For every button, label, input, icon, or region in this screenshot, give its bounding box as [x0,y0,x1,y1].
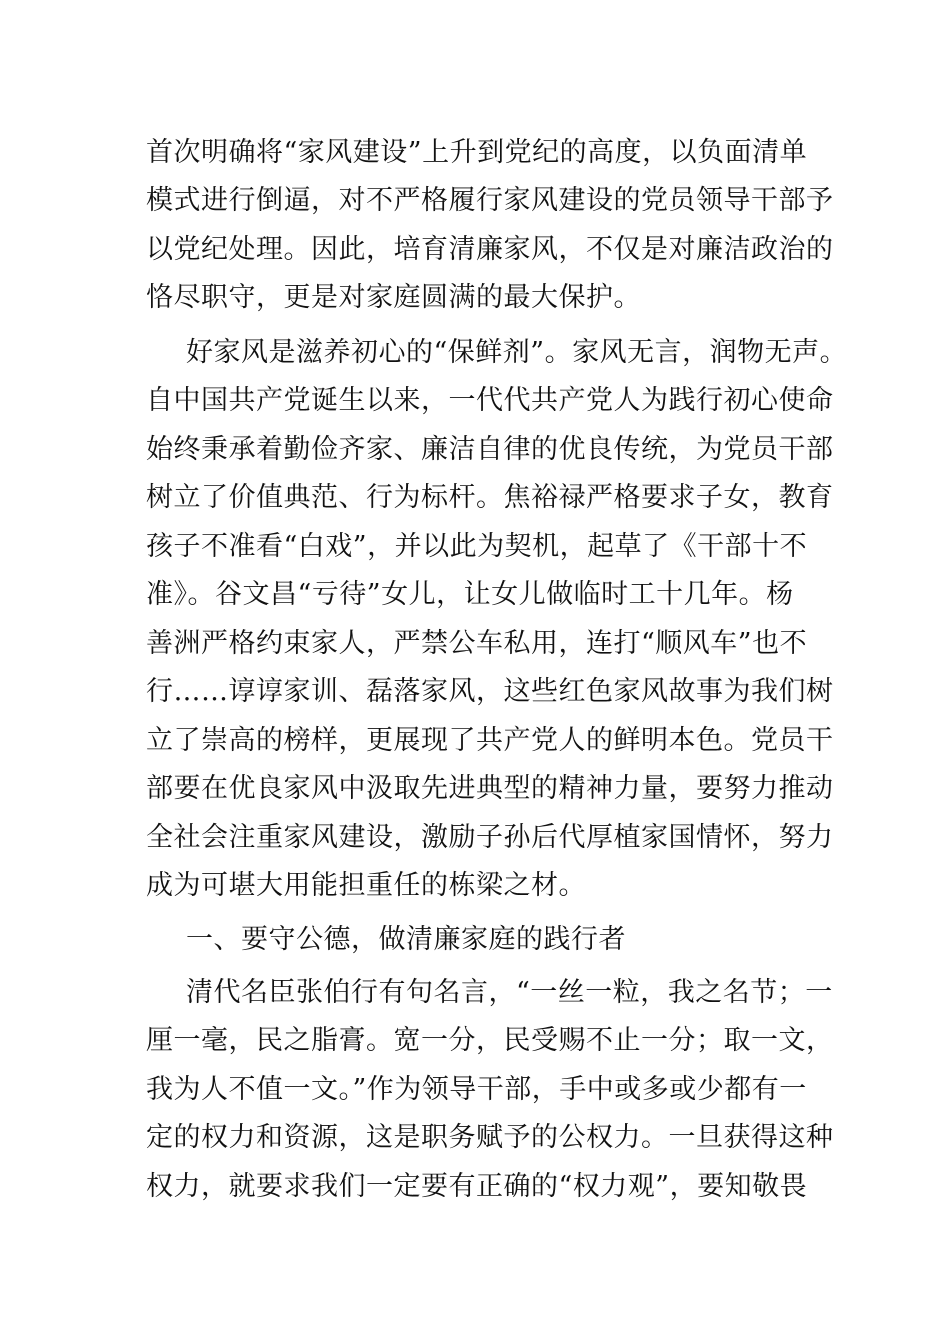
text-line: 首次明确将“家风建设”上升到党纪的高度，以负面清单 [146,137,808,168]
text-line: 自中国共产党诞生以来，一代代共产党人为践行初心使命 [146,385,834,416]
text-line: 始终秉承着勤俭齐家、廉洁自律的优良传统，为党员干部 [146,434,834,465]
paragraph-first-line: 清代名臣张伯行有句名言，“一丝一粒，我之名节；一 [186,977,833,1008]
text-line: 厘一毫，民之脂膏。宽一分，民受赐不止一分；取一文， [146,1025,834,1056]
text-line: 准》。谷文昌“亏待”女儿，让女儿做临时工十几年。杨 [146,579,794,610]
text-line: 立了崇高的榜样，更展现了共产党人的鲜明本色。党员干 [146,725,834,756]
text-line: 成为可堪大用能担重任的栋梁之材。 [146,870,586,901]
text-line: 模式进行倒逼，对不严格履行家风建设的党员领导干部予 [146,185,834,216]
text-line: 孩子不准看“白戏”，并以此为契机，起草了《干部十不 [146,531,808,562]
text-line: 以党纪处理。因此，培育清廉家风，不仅是对廉洁政治的 [146,234,834,265]
text-line: 全社会注重家风建设，激励子孙后代厚植家国情怀，努力 [146,822,834,853]
text-line: 行……谆谆家训、磊落家风，这些红色家风故事为我们树 [146,676,834,707]
section-heading: 一、要守公德，做清廉家庭的践行者 [186,924,626,955]
text-line: 恪尽职守，更是对家庭圆满的最大保护。 [146,282,641,313]
text-line: 善洲严格约束家人，严禁公车私用，连打“顺风车”也不 [146,628,808,659]
text-line: 我为人不值一文。”作为领导干部，手中或多或少都有一 [146,1074,807,1105]
text-line: 部要在优良家风中汲取先进典型的精神力量，要努力推动 [146,773,834,804]
text-line: 定的权力和资源，这是职务赋予的公权力。一旦获得这种 [146,1122,834,1153]
paragraph-first-line: 好家风是滋养初心的“保鲜剂”。家风无言，润物无声。 [186,337,848,368]
text-line: 权力，就要求我们一定要有正确的“权力观”，要知敬畏 [146,1171,808,1202]
text-line: 树立了价值典范、行为标杆。焦裕禄严格要求子女，教育 [146,482,834,513]
